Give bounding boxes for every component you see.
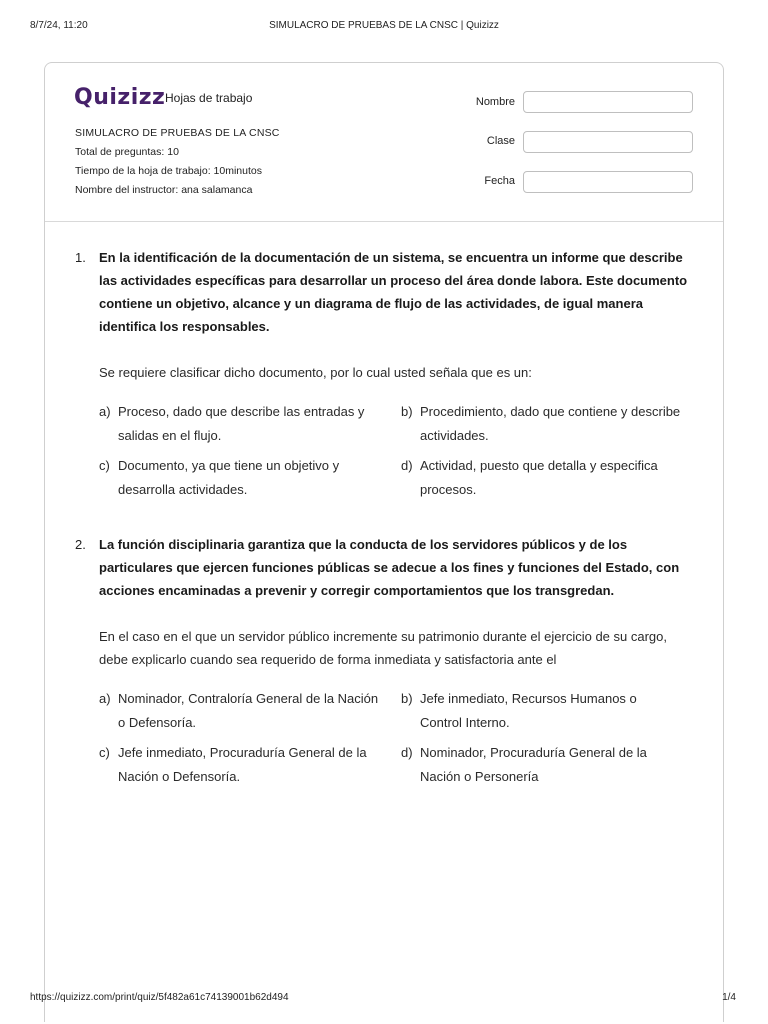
worksheet-card (44, 62, 724, 1022)
option-text: Procedimiento, dado que contiene y describe actividades. (420, 404, 681, 443)
print-url: https://quizizz.com/print/quiz/5f482a61c74139001b62d494 (30, 992, 289, 1003)
quizizz-logo: Quizizz (74, 85, 166, 110)
question-text: En la identificación de la documentación de un sistema, se encuentra un informe que describe las actividades específicas para desarrollar un proceso del área donde labora. Este documento contiene un objetivo, alcance y un diagrama de flujo de las actividades, de igual manera identifica los responsables. (99, 250, 688, 334)
option-text: Proceso, dado que describe las entradas y salidas en el flujo. (118, 404, 365, 443)
option-letter: b) (401, 691, 413, 706)
option-text: Nominador, Contraloría General de la Nación o Defensoría. (118, 691, 379, 730)
option-text: Nominador, Procuraduría General de la Nación o Personería (420, 745, 647, 784)
print-page-number: 1/4 (722, 992, 736, 1003)
option-letter: a) (99, 404, 111, 419)
option-letter: c) (99, 745, 110, 760)
option-letter: c) (99, 458, 110, 473)
worksheet-subtitle: Hojas de trabajo (165, 91, 253, 105)
date-field[interactable] (523, 171, 693, 193)
name-field[interactable] (523, 91, 693, 113)
total-questions: Total de preguntas: 10 (75, 146, 179, 158)
question-number: 1. (75, 250, 86, 265)
print-header (0, 0, 768, 36)
option-text: Jefe inmediato, Procuraduría General de la Nación o Defensoría. (118, 745, 367, 784)
option-letter: b) (401, 404, 413, 419)
option-text: Documento, ya que tiene un objetivo y desarrolla actividades. (118, 458, 340, 497)
class-label: Clase (486, 135, 515, 147)
question-text: La función disciplinaria garantiza que la conducta de los servidores públicos y de los particulares que ejercen funciones públicas se adecue a los fines y funciones del Estado, con acciones encaminadas a prevenir y corregir comportamientos que los transgredan. (99, 537, 680, 598)
class-field[interactable] (523, 131, 693, 153)
worksheet-time: Tiempo de la hoja de trabajo: 10minutos (75, 165, 262, 177)
name-label: Nombre (475, 96, 515, 108)
question-subtext: Se requiere clasificar dicho documento, por lo cual usted señala que es un: (99, 365, 532, 380)
instructor-name: Nombre del instructor: ana salamanca (75, 184, 253, 196)
option-letter: d) (401, 745, 413, 760)
option-letter: a) (99, 691, 111, 706)
print-footer (0, 992, 768, 1012)
print-page-title: SIMULACRO DE PRUEBAS DE LA CNSC | Quizizz (269, 20, 499, 31)
question-subtext: En el caso en el que un servidor público incremente su patrimonio durante el ejercicio de su cargo, debe explicarlo cuando sea requerido de forma inmediata y satisfactoria ante el (99, 629, 667, 667)
question-number: 2. (75, 537, 86, 552)
option-text: Jefe inmediato, Recursos Humanos o Control Interno. (420, 691, 637, 730)
date-label: Fecha (484, 175, 515, 187)
option-letter: d) (401, 458, 413, 473)
print-datetime: 8/7/24, 11:20 (30, 20, 88, 31)
quiz-title: SIMULACRO DE PRUEBAS DE LA CNSC (75, 127, 280, 139)
option-text: Actividad, puesto que detalla y especifica procesos. (420, 458, 658, 497)
worksheet-header (45, 63, 723, 222)
